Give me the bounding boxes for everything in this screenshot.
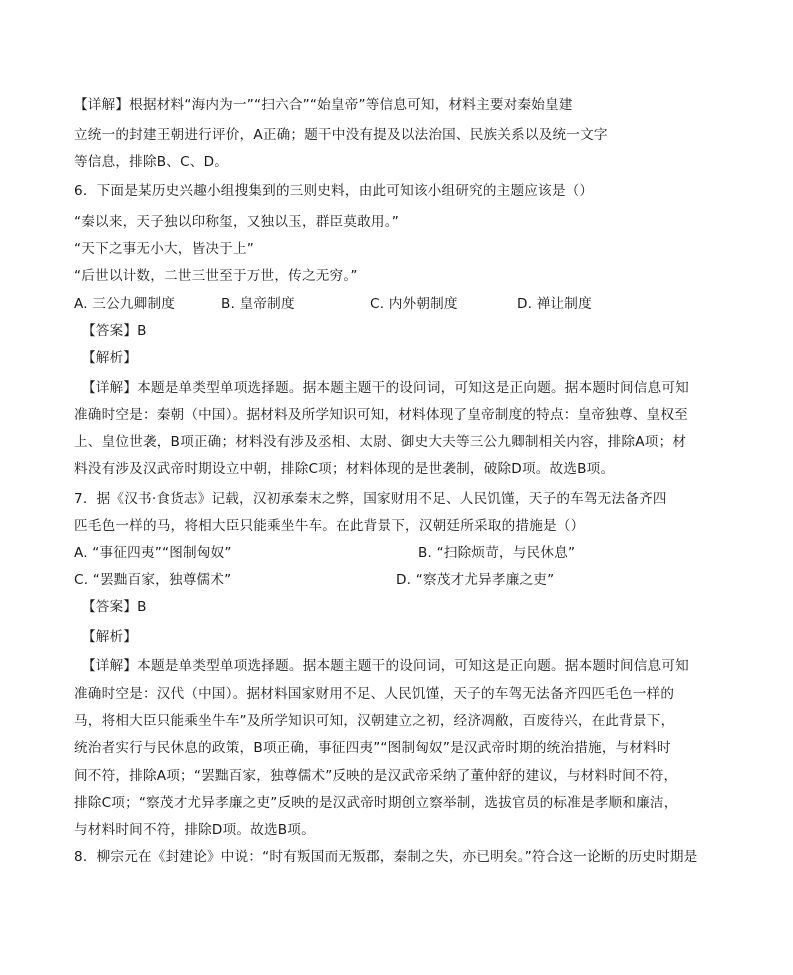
q7-stem-line-1: 7．据《汉书·食货志》记载，汉初承秦末之弊，国家财用不足、人民饥馑，天子的车驾无法备齐四 (74, 491, 667, 507)
q7-detail-line-7: 与材料时间不符，排除D项。故选B项。 (74, 822, 315, 838)
q6-option-a: A. 三公九卿制度 (74, 296, 176, 312)
q5-detail-line-2: 立统一的封建王朝进行评价，A正确；题干中没有提及以法治国、民族关系以及统一文字 (74, 127, 608, 143)
q7-option-b: B. “扫除烦苛，与民休息” (418, 545, 576, 561)
q7-answer: 【答案】B (82, 599, 147, 615)
q6-quote-1: “秦以来，天子独以印称玺，又独以玉，群臣莫敢用。” (74, 214, 399, 230)
q6-quote-3: “后世以计数，二世三世至于万世，传之无穷。” (74, 268, 358, 284)
q6-answer: 【答案】B (82, 323, 147, 339)
q6-quote-2: “天下之事无小大，皆决于上” (74, 241, 255, 257)
q7-detail-line-3: 马，将相大臣只能乘坐牛车”及所学知识可知，汉朝建立之初，经济凋敝，百废待兴，在此背景下， (74, 713, 675, 729)
q6-detail-line-2: 准确时空是：秦朝（中国）。据材料及所学知识可知，材料体现了皇帝制度的特点：皇帝独尊、皇权至 (74, 407, 688, 423)
q7-option-d: D. “察茂才尤异孝廉之吏” (396, 572, 555, 588)
q7-detail-line-6: 排除C项；“察茂才尤异孝廉之吏”反映的是汉武帝时期创立察举制，选拔官员的标准是孝顺和廉洁， (74, 795, 678, 811)
q6-detail-line-4: 料没有涉及汉武帝时期设立中朝，排除C项；材料体现的是世袭制，破除D项。故选B项。 (74, 461, 615, 477)
q7-analysis-label: 【解析】 (82, 629, 138, 645)
q8-stem: 8．柳宗元在《封建论》中说：“时有叛国而无叛郡，秦制之失，亦已明矣。”符合这一论断的历史时期是 (74, 849, 698, 865)
q6-option-d: D. 禅让制度 (517, 296, 592, 312)
q7-stem-line-2: 匹毛色一样的马，将相大臣只能乘坐牛车。在此背景下，汉朝廷所采取的措施是（） (74, 518, 585, 534)
q6-option-b: B. 皇帝制度 (221, 296, 295, 312)
q6-option-c: C. 内外朝制度 (370, 296, 458, 312)
q6-detail-line-3: 上、皇位世袭，B项正确；材料没有涉及丞相、太尉、御史大夫等三公九卿制相关内容，排除A项；材 (74, 434, 687, 450)
q5-detail-line-3: 等信息，排除B、C、D。 (74, 154, 229, 170)
q6-analysis-label: 【解析】 (82, 350, 138, 366)
q6-detail-line-1: 【详解】本题是单类型单项选择题。据本题主题干的设问词，可知这是正向题。据本题时间信息可知 (82, 380, 689, 396)
q7-detail-line-1: 【详解】本题是单类型单项选择题。据本题主题干的设问词，可知这是正向题。据本题时间信息可知 (82, 658, 689, 674)
q5-detail-line-1: 【详解】根据材料“海内为一”“扫六合”“始皇帝”等信息可知，材料主要对秦始皇建 (74, 97, 573, 113)
q7-detail-line-4: 统治者实行与民休息的政策，B项正确，事征四夷”“图制匈奴”是汉武帝时期的统治措施，与材料时 (74, 740, 671, 756)
q7-detail-line-2: 准确时空是：汉代（中国）。据材料国家财用不足、人民饥馑，天子的车驾无法备齐四匹毛色一样的 (74, 686, 675, 702)
q7-detail-line-5: 间不符，排除A项；“罢黜百家，独尊儒术”反映的是汉武帝采纳了董仲舒的建议，与材料时间不符， (74, 768, 678, 784)
q7-option-c: C. “罢黜百家，独尊儒术” (74, 572, 232, 588)
q6-stem: 6．下面是某历史兴趣小组搜集到的三则史料，由此可知该小组研究的主题应该是（） (74, 183, 594, 199)
q7-option-a: A. “事征四夷”“图制匈奴” (74, 545, 232, 561)
